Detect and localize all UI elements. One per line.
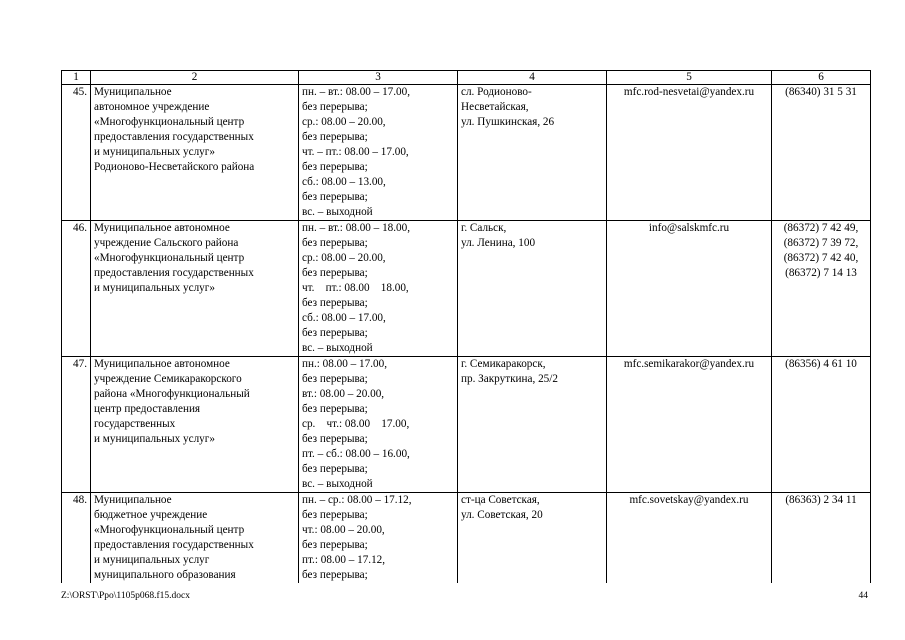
email: info@salskmfc.ru [607,221,772,357]
phone-line: (86363) 2 34 11 [785,494,857,506]
working-hours-line: пт. – сб.: 08.00 – 16.00, [302,448,410,460]
working-hours-line: без перерыва; [302,327,368,339]
working-hours-line: без перерыва; [302,539,368,551]
table-row [62,221,871,357]
phone-line: (86356) 4 61 10 [785,358,857,370]
working-hours-line: пн. – вт.: 08.00 – 18.00, [302,222,411,234]
address [458,357,607,493]
institution-name-line: Муниципальное автономное [94,222,230,234]
institution-name-line: и муниципальных услуг» [94,282,215,294]
institution-name-line: Родионово-Несветайского района [94,161,255,173]
working-hours [299,221,458,357]
working-hours-line: без перерыва; [302,569,368,581]
working-hours-line: ср.: 08.00 – 20.00, [302,252,386,264]
institution-name-line: государственных [94,418,176,430]
working-hours-line: вт.: 08.00 – 20.00, [302,388,385,400]
footer-page-number: 44 [858,591,868,601]
table-row [62,85,871,221]
column-header-2: 2 [91,71,299,85]
phone-line: (86340) 31 5 31 [785,86,857,98]
institution-name-line: муниципального образования [94,569,236,581]
address-line: г. Семикаракорск, [461,358,546,370]
institution-name-line: и муниципальных услуг» [94,433,215,445]
working-hours-line: пн. – вт.: 08.00 – 17.00, [302,86,411,98]
working-hours-line: вс. – выходной [302,478,373,490]
row-number: 45. [62,85,91,221]
institution-name-line: учреждение Сальского района [94,237,239,249]
address-line: ул. Ленина, 100 [461,237,536,249]
phone-line: (86372) 7 14 13 [785,267,857,279]
working-hours-line: без перерыва; [302,403,368,415]
institution-name-line: и муниципальных услуг [94,554,210,566]
address-line: Несветайская, [461,101,529,113]
row-number: 47. [62,357,91,493]
institution-name-line: предоставления государственных [94,267,254,279]
working-hours-line: вс. – выходной [302,206,373,218]
phone-line: (86372) 7 42 49, [783,222,859,234]
email: mfc.semikarakor@yandex.ru [607,357,772,493]
institution-name-line: Муниципальное [94,86,172,98]
working-hours-line: без перерыва; [302,131,368,143]
column-header-3: 3 [299,71,458,85]
working-hours-line: чт.: 08.00 – 20.00, [302,524,385,536]
institution-name-line: предоставления государственных [94,539,254,551]
working-hours-line: без перерыва; [302,101,368,113]
working-hours-line: пн. – ср.: 08.00 – 17.12, [302,494,412,506]
working-hours-line: чт. пт.: 08.00 18.00, [302,282,409,294]
institution-name [91,357,299,493]
working-hours-line: без перерыва; [302,267,368,279]
working-hours-line: без перерыва; [302,191,368,203]
column-header-1: 1 [62,71,91,85]
address-line: ул. Советская, 20 [461,509,543,521]
address [458,493,607,584]
working-hours-line: сб.: 08.00 – 17.00, [302,312,386,324]
institution-name-line: автономное учреждение [94,101,210,113]
email: mfc.sovetskay@yandex.ru [607,493,772,584]
address [458,85,607,221]
institution-name-line: Муниципальное [94,494,172,506]
institution-name-line: «Многофункциональный центр [94,252,245,264]
address-line: ст-ца Советская, [461,494,540,506]
email: mfc.rod-nesvetai@yandex.ru [607,85,772,221]
phone [772,85,871,221]
address-line: ул. Пушкинская, 26 [461,116,555,128]
row-number: 48. [62,493,91,584]
working-hours-line: пн.: 08.00 – 17.00, [302,358,388,370]
row-number: 46. [62,221,91,357]
phone-line: (86372) 7 39 72, [783,237,859,249]
institution-name-line: района «Многофункциональный [94,388,250,400]
footer-file-path: Z:\ORST\Ppo\1105p068.f15.docx [61,591,190,601]
address [458,221,607,357]
working-hours-line: сб.: 08.00 – 13.00, [302,176,386,188]
working-hours-line: без перерыва; [302,161,368,173]
table-body [62,85,871,584]
phone [772,493,871,584]
institution-name-line: «Многофункциональный центр [94,524,245,536]
working-hours-line: без перерыва; [302,237,368,249]
institution-name [91,493,299,584]
table-row [62,357,871,493]
institution-name-line: и муниципальных услуг» [94,146,215,158]
column-header-4: 4 [458,71,607,85]
working-hours [299,85,458,221]
address-line: сл. Родионово- [461,86,532,98]
working-hours-line: ср.: 08.00 – 20.00, [302,116,386,128]
institution-name [91,85,299,221]
institution-name-line: Муниципальное автономное [94,358,230,370]
working-hours-line: без перерыва; [302,373,368,385]
institution-name-line: центр предоставления [94,403,201,415]
mfc-table [61,70,871,583]
column-header-5: 5 [607,71,772,85]
working-hours [299,357,458,493]
address-line: г. Сальск, [461,222,507,234]
address-line: пр. Закруткина, 25/2 [461,373,558,385]
working-hours-line: вс. – выходной [302,342,373,354]
working-hours-line: без перерыва; [302,509,368,521]
institution-name-line: бюджетное учреждение [94,509,208,521]
working-hours-line: без перерыва; [302,463,368,475]
phone [772,221,871,357]
institution-name-line: учреждение Семикаракорского [94,373,242,385]
working-hours-line: ср. чт.: 08.00 17.00, [302,418,410,430]
working-hours-line: без перерыва; [302,433,368,445]
working-hours-line: чт. – пт.: 08.00 – 17.00, [302,146,409,158]
institution-name-line: «Многофункциональный центр [94,116,245,128]
working-hours-line: без перерыва; [302,297,368,309]
working-hours [299,493,458,584]
table-row [62,493,871,584]
column-header-6: 6 [772,71,871,85]
institution-name [91,221,299,357]
institution-name-line: предоставления государственных [94,131,254,143]
column-number-row [62,71,871,85]
phone [772,357,871,493]
working-hours-line: пт.: 08.00 – 17.12, [302,554,386,566]
phone-line: (86372) 7 42 40, [783,252,859,264]
